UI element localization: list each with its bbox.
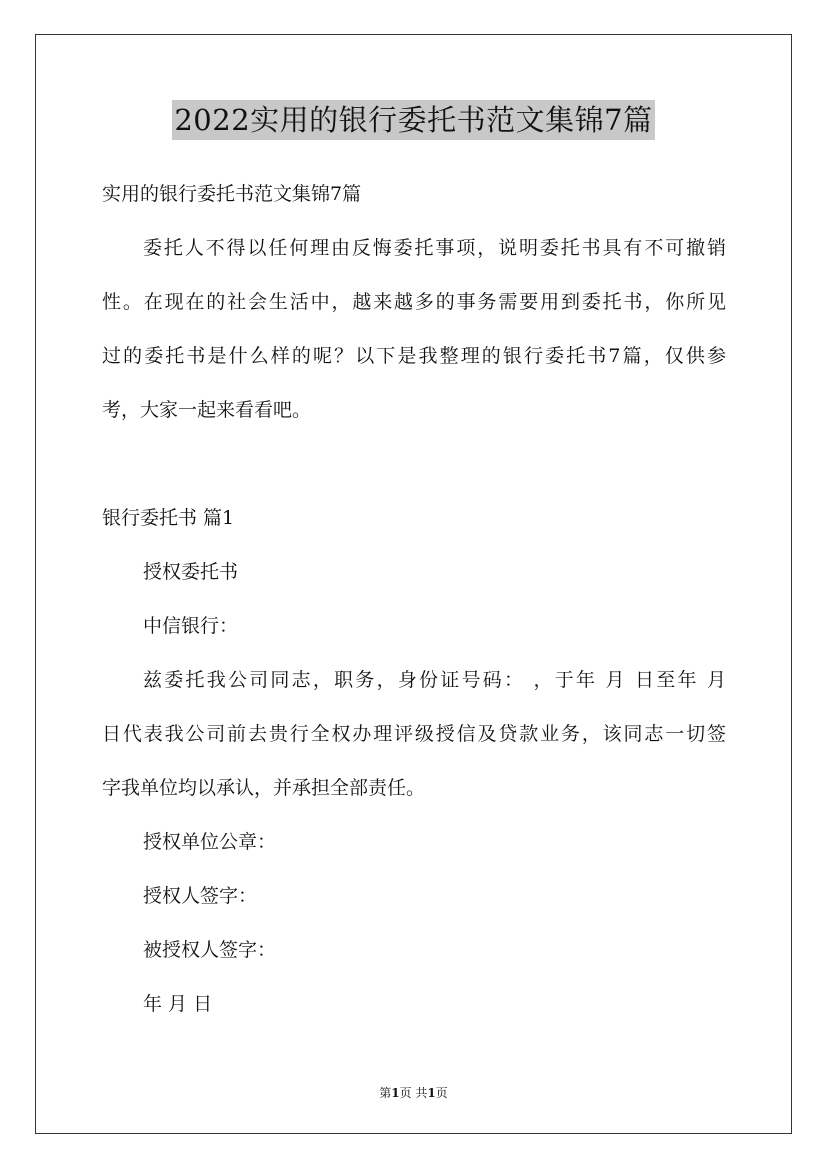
letter-addressee: 中信银行： <box>143 615 239 637</box>
intro-line-1: 委托人不得以任何理由反悔委托事项，说明委托书具有不可撤销 <box>143 237 726 259</box>
section-heading: 银行委托书 篇1 <box>102 507 235 529</box>
subtitle: 实用的银行委托书范文集锦7篇 <box>102 183 362 205</box>
footer-suffix: 页 <box>435 1086 448 1100</box>
grantor-signature-label: 授权人签字： <box>143 885 258 907</box>
letter-title: 授权委托书 <box>143 561 239 583</box>
grantee-signature-label: 被授权人签字： <box>143 939 277 961</box>
letter-body-line-3: 字我单位均以承认，并承担全部责任。 <box>102 777 426 799</box>
footer-page-number: 1 <box>391 1086 400 1100</box>
document-title: 2022实用的银行委托书范文集锦7篇 <box>172 100 654 140</box>
intro-line-3: 过的委托书是什么样的呢？以下是我整理的银行委托书7篇，仅供参 <box>102 345 726 367</box>
title-container <box>0 100 827 140</box>
intro-line-2: 性。在现在的社会生活中，越来越多的事务需要用到委托书，你所见 <box>102 291 726 313</box>
seal-label: 授权单位公章： <box>143 831 277 853</box>
footer-prefix: 第 <box>379 1086 392 1100</box>
footer-mid: 页 共 <box>399 1086 428 1100</box>
intro-line-4: 考，大家一起来看看吧。 <box>102 399 312 421</box>
date-line: 年 月 日 <box>143 993 213 1015</box>
footer-page-total: 1 <box>427 1086 436 1100</box>
letter-body-line-1: 兹委托我公司同志，职务，身份证号码： ，于年 月 日至年 月 <box>143 669 726 691</box>
page-footer <box>0 1085 827 1101</box>
letter-body-line-2: 日代表我公司前去贵行全权办理评级授信及贷款业务，该同志一切签 <box>102 723 726 745</box>
